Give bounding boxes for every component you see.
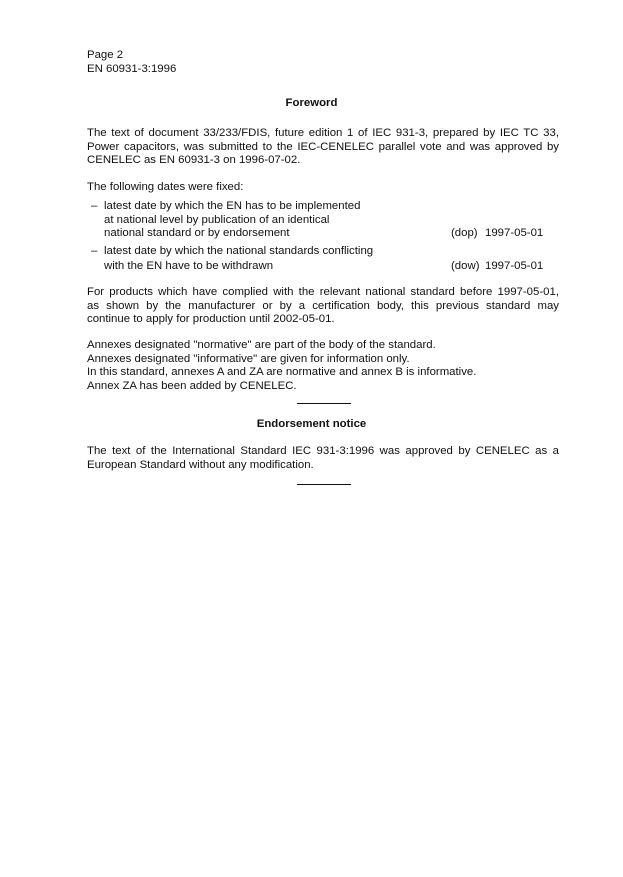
page-number: Page 2 xyxy=(87,49,124,61)
dates-intro xyxy=(87,181,559,195)
intro-line: The text of document 33/233/FDIS, future edition 1 of IEC 931-3, prepared by IEC TC 33, xyxy=(87,127,559,139)
dash-marker: – xyxy=(91,200,98,212)
standard-designation: EN 60931-3:1996 xyxy=(87,63,177,75)
date-value: 1997-05-01 xyxy=(485,227,544,239)
endorsement-line: European Standard without any modification. xyxy=(87,458,314,471)
foreword-intro xyxy=(87,127,559,168)
compliance-paragraph xyxy=(87,286,559,327)
page-header xyxy=(87,48,176,76)
section-divider xyxy=(297,403,351,404)
date-item-line: latest date by which the EN has to be implemented xyxy=(104,200,361,212)
dates-intro-text: The following dates were fixed: xyxy=(87,181,244,193)
compliance-line: continue to apply for production until 2002-05-01. xyxy=(87,313,335,326)
end-divider xyxy=(297,484,351,485)
date-item-line: national standard or by endorsement xyxy=(104,227,290,239)
annex-line: Annexes designated "normative" are part of the body of the standard. xyxy=(87,339,436,351)
dash-marker: – xyxy=(91,245,98,257)
date-code: (dop) xyxy=(451,227,478,239)
date-item-line: at national level by publication of an identical xyxy=(104,213,330,226)
annex-paragraph xyxy=(87,339,559,393)
annex-line: Annex ZA has been added by CENELEC. xyxy=(87,379,297,392)
endorsement-paragraph xyxy=(87,445,559,472)
date-item-dop xyxy=(91,200,551,242)
endorsement-title: Endorsement notice xyxy=(256,418,367,430)
foreword-title: Foreword xyxy=(285,97,338,109)
date-item-line: with the EN have to be withdrawn xyxy=(104,259,274,272)
date-value: 1997-05-01 xyxy=(485,259,544,272)
annex-line: Annexes designated "informative" are given for information only. xyxy=(87,352,410,365)
date-item-line: latest date by which the national standards conflicting xyxy=(104,245,374,257)
date-code: (dow) xyxy=(451,259,480,272)
compliance-line: For products which have complied with the relevant national standard before 1997-05-01, xyxy=(87,286,559,298)
intro-line: CENELEC as EN 60931-3 on 1996-07-02. xyxy=(87,154,301,167)
endorsement-line: The text of the International Standard IEC 931-3:1996 was approved by CENELEC as a xyxy=(87,445,559,457)
compliance-line: as shown by the manufacturer or by a certification body, this previous standard may xyxy=(87,299,559,312)
annex-line: In this standard, annexes A and ZA are normative and annex B is informative. xyxy=(87,366,477,379)
intro-line: Power capacitors, was submitted to the IEC-CENELEC parallel vote and was approved by xyxy=(87,140,559,153)
date-item-dow xyxy=(91,245,551,273)
